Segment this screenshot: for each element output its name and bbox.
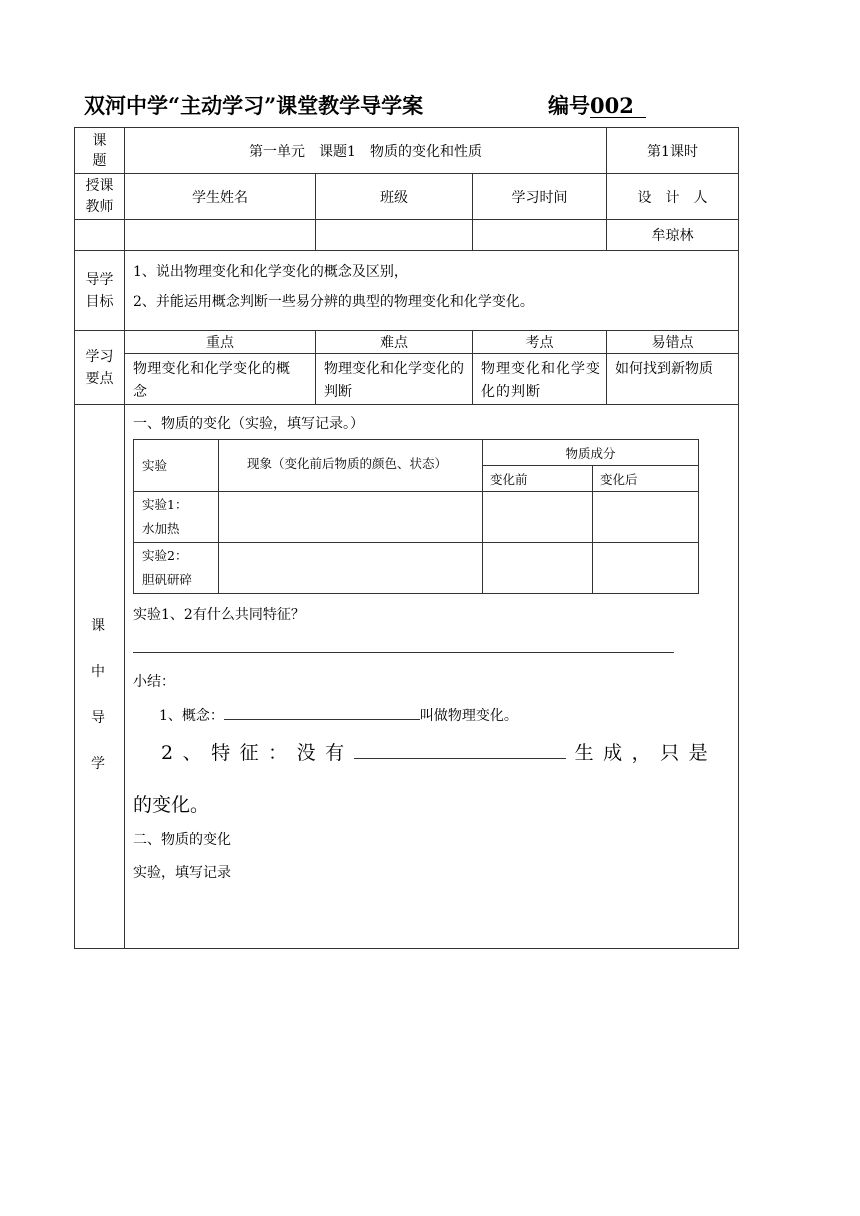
student-name-label: 学生姓名 [192, 189, 248, 206]
summary-label: 小结： [133, 674, 175, 690]
experiment-1-phenomenon[interactable] [218, 491, 483, 543]
goals-label-cell [74, 250, 125, 331]
goals-cell [124, 250, 739, 331]
serial-value: 002 [590, 95, 646, 118]
teacher-label-cell [74, 173, 125, 220]
designer-value-cell [606, 219, 739, 251]
designer-header [606, 173, 739, 220]
key-header-4 [606, 330, 739, 354]
composition-header: 物质成分 [565, 445, 616, 461]
experiment-1-detail: 水加热 [142, 521, 180, 536]
topic-label: 课题 [92, 132, 107, 169]
phenomenon-header: 现象（变化前后物质的颜色、状态） [247, 456, 448, 471]
key-header-label-4: 易错点 [651, 335, 694, 351]
feature-blank[interactable] [354, 739, 566, 759]
experiment-2-after[interactable] [592, 542, 699, 594]
lesson-label-cell [74, 404, 125, 949]
experiment-header: 实验 [142, 458, 168, 473]
concept-blank[interactable] [224, 705, 420, 720]
feature-line [161, 738, 717, 765]
goal-item-2: 2、并能运用概念判断一些易分辨的典型的物理变化和化学变化。 [133, 294, 534, 310]
lesson-content-cell [124, 404, 739, 949]
topic-cell [124, 127, 607, 174]
topic-label-cell [74, 127, 125, 174]
experiment-2-detail: 胆矾研碎 [142, 572, 193, 587]
composition-header-cell [482, 439, 699, 466]
key-value-cell-3 [472, 353, 607, 405]
section2-title: 二、物质的变化 [133, 832, 231, 848]
key-value-cell-4 [606, 353, 739, 405]
experiment-1-after[interactable] [592, 491, 699, 543]
key-header-label-2: 难点 [380, 335, 408, 351]
key-value-4: 如何找到新物质 [615, 361, 713, 377]
designer-name: 牟琼林 [651, 228, 694, 244]
feature-end: 的变化。 [133, 794, 210, 816]
feature-mid: 生成，只是 [574, 742, 718, 764]
key-header-1 [124, 330, 316, 354]
experiment-row-2 [133, 542, 219, 594]
study-time-header [472, 173, 607, 220]
experiment-2-phenomenon[interactable] [218, 542, 483, 594]
student-name-header [124, 173, 316, 220]
feature-prefix: 2、特征：没有 [161, 742, 354, 764]
experiment-1-name: 实验1： [142, 497, 188, 512]
concept-suffix: 叫做物理变化。 [419, 708, 518, 724]
lesson-label: 课中导学 [91, 618, 105, 772]
serial-number [548, 90, 646, 120]
key-header-label-3: 考点 [525, 335, 554, 351]
before-header-cell [482, 465, 593, 492]
key-value-3: 物理变化和化学变化的判断 [481, 361, 601, 400]
key-header-3 [472, 330, 607, 354]
goals-label: 导学目标 [85, 271, 114, 310]
key-header-2 [315, 330, 473, 354]
experiment-1-before[interactable] [482, 491, 593, 543]
goal-item-1: 1、说出物理变化和化学变化的概念及区别， [133, 264, 408, 280]
answer-line[interactable] [133, 652, 674, 653]
experiment-2-name: 实验2： [142, 548, 188, 563]
page-title: 双河中学“主动学习”课堂教学导学案 [84, 93, 424, 118]
section2-text: 实验，填写记录 [133, 865, 231, 881]
after-header-cell [592, 465, 699, 492]
designer-label: 设 计 人 [637, 189, 708, 206]
concept-line [159, 705, 518, 725]
serial-label: 编号 [548, 93, 590, 118]
section1-title: 一、物质的变化（实验，填写记录。） [133, 416, 364, 432]
key-value-cell-2 [315, 353, 473, 405]
experiment-2-before[interactable] [482, 542, 593, 594]
after-header: 变化后 [600, 472, 638, 487]
student-name-value-cell[interactable] [124, 219, 316, 251]
key-points-label: 学习要点 [85, 348, 114, 387]
teacher-value-cell[interactable] [74, 219, 125, 251]
phenomenon-header-cell [218, 439, 483, 492]
key-points-label-cell [74, 330, 125, 405]
experiment-row-1 [133, 491, 219, 543]
teacher-label: 授课教师 [85, 177, 114, 215]
class-label: 班级 [380, 189, 408, 206]
key-value-2: 物理变化和化学变化的判断 [324, 361, 464, 400]
period-value: 第1课时 [647, 143, 698, 160]
key-header-label-1: 重点 [206, 335, 234, 351]
concept-prefix: 1、概念： [159, 708, 224, 724]
class-header [315, 173, 473, 220]
key-value-1: 物理变化和化学变化的概念 [133, 361, 291, 400]
before-header: 变化前 [490, 472, 528, 487]
topic-value: 第一单元 课题1 物质的变化和性质 [249, 143, 482, 160]
class-value-cell[interactable] [315, 219, 473, 251]
study-time-value-cell[interactable] [472, 219, 607, 251]
key-value-cell-1 [124, 353, 316, 405]
experiment-header-cell [133, 439, 219, 492]
study-time-label: 学习时间 [511, 189, 568, 206]
period-cell [606, 127, 739, 174]
question: 实验1、2有什么共同特征？ [133, 607, 305, 623]
